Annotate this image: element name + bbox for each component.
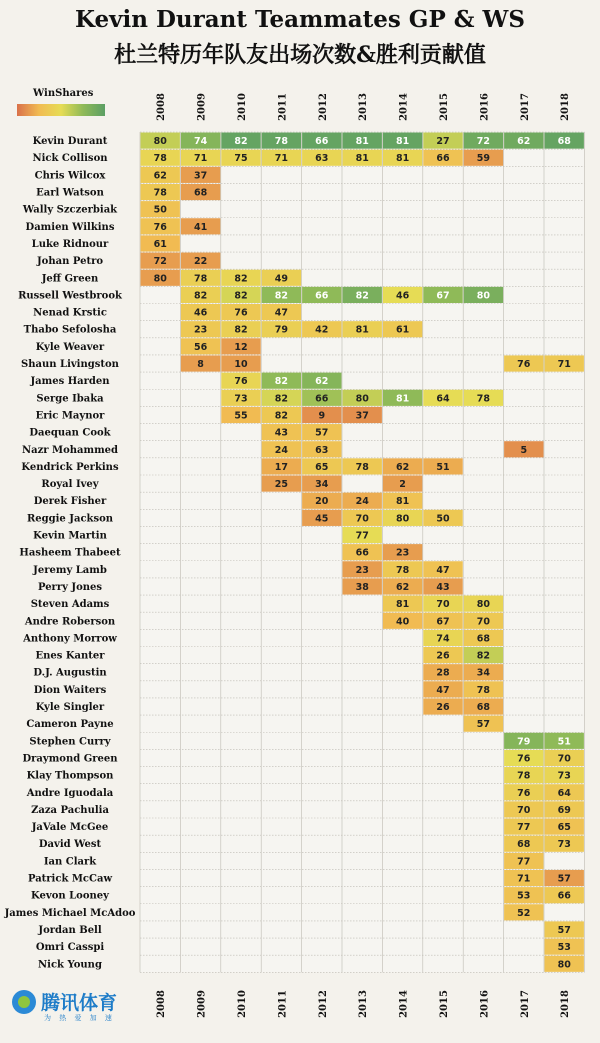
cell-value: 77 — [517, 856, 531, 868]
cell-value: 72 — [476, 136, 491, 148]
cell-value: 80 — [395, 513, 410, 525]
year-label-bottom: 2016 — [479, 990, 491, 1018]
cell-value: 64 — [557, 787, 571, 799]
cell-value: 23 — [395, 547, 410, 559]
player-name: Kevin Martin — [33, 530, 107, 542]
cell-value: 52 — [517, 907, 531, 919]
year-label-bottom: 2008 — [156, 990, 168, 1018]
cell-value: 69 — [557, 804, 571, 816]
year-label-bottom: 2011 — [277, 990, 289, 1018]
player-name: Dion Waiters — [33, 684, 107, 696]
cell-value: 26 — [436, 702, 450, 714]
cell-value: 80 — [557, 959, 571, 971]
cell-value: 71 — [517, 873, 531, 885]
player-name: Hasheem Thabeet — [19, 547, 121, 559]
cell-value: 80 — [476, 290, 491, 302]
cell-value: 38 — [355, 581, 369, 593]
cell-value: 24 — [355, 496, 369, 508]
cell-value: 82 — [476, 650, 491, 662]
cell-value: 78 — [476, 684, 491, 696]
cell-value: 28 — [436, 667, 450, 679]
player-name: Johan Petro — [36, 256, 104, 268]
cell-value: 79 — [274, 324, 289, 336]
cell-value: 70 — [436, 599, 450, 611]
player-name: Daequan Cook — [29, 427, 111, 439]
cell-value: 61 — [153, 238, 167, 250]
cell-value: 70 — [355, 513, 369, 525]
cell-value: 74 — [193, 136, 208, 148]
cell-value: 78 — [476, 393, 491, 405]
cell-value: 81 — [395, 599, 410, 611]
cell-value: 82 — [193, 290, 208, 302]
player-name: Kyle Weaver — [35, 341, 105, 353]
cell-value: 67 — [436, 616, 450, 628]
year-label-bottom: 2018 — [560, 990, 572, 1018]
cell-value: 70 — [557, 753, 571, 765]
player-name: Luke Ridnour — [31, 238, 109, 250]
cell-value: 17 — [274, 461, 289, 473]
cell-value: 82 — [355, 290, 369, 302]
cell-value: 57 — [476, 719, 491, 731]
year-label-top: 2010 — [237, 93, 248, 121]
player-name: James Michael McAdoo — [4, 907, 136, 919]
player-name: Shaun Livingston — [21, 359, 119, 371]
cell-value: 71 — [193, 153, 208, 165]
year-label-top: 2013 — [358, 93, 370, 121]
cell-value: 46 — [193, 307, 208, 319]
legend-label: WinShares — [33, 88, 94, 99]
player-name: Damien Wilkins — [25, 221, 115, 233]
cell-value: 9 — [318, 410, 326, 422]
year-label-top: 2016 — [479, 93, 491, 121]
chart-subtitle: 杜兰特历年队友出场次数&胜利贡献值 — [114, 42, 486, 68]
cell-value: 66 — [557, 890, 571, 902]
year-label-bottom: 2009 — [196, 990, 208, 1018]
year-label-top: 2009 — [196, 93, 208, 121]
cell-value: 50 — [436, 513, 450, 525]
year-label-bottom: 2012 — [317, 990, 329, 1018]
logo-icon — [12, 990, 36, 1014]
year-label-bottom: 2015 — [439, 990, 450, 1018]
cell-value: 24 — [274, 444, 289, 456]
cell-value: 82 — [234, 290, 248, 302]
cell-value: 26 — [436, 650, 450, 662]
player-name: Enes Kanter — [35, 650, 105, 662]
cell-value: 75 — [234, 153, 248, 165]
chart-title: Kevin Durant Teammates GP & WS — [75, 6, 525, 33]
player-name: JaVale McGee — [31, 822, 109, 834]
cell-value: 56 — [193, 341, 208, 353]
cell-value: 65 — [315, 461, 329, 473]
year-label-top: 2008 — [156, 93, 168, 121]
year-label-bottom: 2010 — [237, 990, 248, 1018]
player-name: Omri Casspi — [35, 942, 105, 954]
logo-tagline: 为 热 爱 加 速 — [44, 1014, 115, 1022]
player-name: Steven Adams — [30, 599, 110, 611]
cell-value: 81 — [395, 136, 410, 148]
cell-value: 66 — [436, 153, 450, 165]
player-name: David West — [38, 839, 102, 851]
player-name: Chris Wilcox — [34, 170, 106, 182]
player-name: Royal Ivey — [41, 479, 99, 491]
cell-value: 37 — [355, 410, 369, 422]
cell-value: 73 — [234, 393, 248, 405]
cell-value: 2 — [399, 479, 406, 491]
cell-value: 78 — [274, 136, 289, 148]
cell-value: 76 — [234, 376, 248, 388]
cell-value: 53 — [557, 942, 571, 954]
cell-value: 62 — [153, 170, 167, 182]
cell-value: 80 — [153, 136, 167, 148]
cell-value: 43 — [274, 427, 289, 439]
year-label-top: 2018 — [560, 93, 572, 121]
cell-value: 64 — [436, 393, 450, 405]
cell-value: 57 — [557, 924, 571, 936]
cell-value: 47 — [436, 564, 450, 576]
cell-value: 65 — [557, 822, 571, 834]
cell-value: 63 — [315, 153, 329, 165]
cell-value: 66 — [315, 136, 329, 148]
cell-value: 80 — [153, 273, 167, 285]
player-name: Eric Maynor — [35, 410, 105, 422]
cell-value: 51 — [436, 461, 450, 473]
cell-value: 8 — [197, 359, 204, 371]
cell-value: 57 — [315, 427, 329, 439]
cell-value: 79 — [517, 736, 531, 748]
cell-value: 68 — [517, 839, 531, 851]
cell-value: 23 — [355, 564, 369, 576]
cell-value: 27 — [436, 136, 450, 148]
cell-value: 70 — [476, 616, 491, 628]
cell-value: 76 — [153, 221, 167, 233]
cell-value: 22 — [193, 256, 208, 268]
player-name: Kyle Singler — [35, 702, 105, 714]
player-name: Stephen Curry — [29, 736, 111, 748]
player-name: Ian Clark — [43, 856, 97, 868]
cell-value: 20 — [315, 496, 329, 508]
player-name: Andre Iguodala — [26, 787, 114, 799]
cell-value: 61 — [395, 324, 410, 336]
cell-value: 73 — [557, 770, 571, 782]
player-name: Serge Ibaka — [36, 393, 104, 405]
cell-value: 76 — [517, 753, 531, 765]
player-name: Jeremy Lamb — [33, 564, 107, 576]
cell-value: 82 — [234, 136, 248, 148]
year-label-top: 2011 — [277, 93, 289, 121]
cell-value: 59 — [476, 153, 491, 165]
cell-value: 43 — [436, 581, 450, 593]
player-name: Patrick McCaw — [27, 873, 113, 885]
cell-value: 47 — [274, 307, 289, 319]
cell-value: 68 — [476, 702, 491, 714]
player-name: Derek Fisher — [33, 496, 107, 508]
cell-value: 77 — [355, 530, 369, 542]
cell-value: 68 — [193, 187, 208, 199]
year-label-bottom: 2013 — [358, 990, 370, 1018]
year-label-top: 2012 — [317, 93, 329, 121]
cell-value: 45 — [315, 513, 329, 525]
cell-value: 62 — [315, 376, 329, 388]
year-label-bottom: 2017 — [519, 990, 531, 1018]
cell-value: 66 — [355, 547, 369, 559]
year-label-top: 2014 — [398, 93, 410, 121]
cell-value: 81 — [355, 136, 369, 148]
cell-value: 25 — [274, 479, 289, 491]
cell-value: 71 — [557, 359, 571, 371]
year-label-top: 2017 — [519, 93, 531, 121]
cell-value: 53 — [517, 890, 531, 902]
cell-value: 42 — [315, 324, 329, 336]
cell-value: 73 — [557, 839, 571, 851]
cell-value: 82 — [234, 273, 248, 285]
logo-name: 腾讯体育 — [41, 992, 118, 1014]
cell-value: 71 — [274, 153, 289, 165]
cell-value: 76 — [517, 359, 531, 371]
player-name: Zaza Pachulia — [31, 804, 109, 816]
cell-value: 82 — [274, 393, 289, 405]
cell-value: 67 — [436, 290, 450, 302]
cell-value: 78 — [193, 273, 208, 285]
cell-value: 40 — [395, 616, 410, 628]
cell-value: 76 — [517, 787, 531, 799]
cell-value: 55 — [234, 410, 248, 422]
player-name: Draymond Green — [22, 753, 118, 765]
cell-value: 68 — [476, 633, 491, 645]
cell-value: 34 — [476, 667, 491, 679]
cell-value: 37 — [193, 170, 208, 182]
cell-value: 78 — [517, 770, 531, 782]
year-label-top: 2015 — [439, 93, 450, 121]
player-name: Kendrick Perkins — [21, 461, 119, 473]
player-name: Cameron Payne — [26, 719, 114, 731]
player-name: Perry Jones — [37, 581, 103, 593]
cell-value: 50 — [153, 204, 167, 216]
player-name: Kevon Looney — [31, 890, 109, 902]
cell-value: 82 — [274, 290, 289, 302]
cell-value: 23 — [193, 324, 208, 336]
cell-value: 78 — [395, 564, 410, 576]
player-name: Wally Szczerbiak — [22, 204, 118, 216]
player-name: Nick Young — [38, 959, 102, 971]
cell-value: 78 — [153, 187, 167, 199]
cell-value: 78 — [153, 153, 167, 165]
cell-value: 77 — [517, 822, 531, 834]
cell-value: 80 — [476, 599, 491, 611]
cell-value: 47 — [436, 684, 450, 696]
player-name: Nazr Mohammed — [21, 444, 119, 456]
logo — [12, 988, 117, 1015]
cell-value: 51 — [557, 736, 571, 748]
cell-value: 34 — [315, 479, 329, 491]
cell-value: 66 — [315, 290, 329, 302]
cell-value: 82 — [234, 324, 248, 336]
cell-value: 82 — [274, 410, 289, 422]
cell-value: 81 — [395, 496, 410, 508]
cell-value: 57 — [557, 873, 571, 885]
player-name: Reggie Jackson — [26, 513, 114, 525]
cell-value: 62 — [517, 136, 531, 148]
player-name: Klay Thompson — [26, 770, 114, 782]
player-name: Jordan Bell — [38, 924, 102, 936]
cell-value: 81 — [355, 153, 369, 165]
cell-value: 68 — [557, 136, 571, 148]
cell-value: 72 — [153, 256, 167, 268]
player-name: James Harden — [30, 376, 110, 388]
cell-value: 12 — [234, 341, 248, 353]
cell-value: 76 — [234, 307, 248, 319]
cell-value: 81 — [395, 153, 410, 165]
cell-value: 81 — [355, 324, 369, 336]
player-name: D.J. Augustin — [33, 667, 107, 679]
cell-value: 82 — [274, 376, 289, 388]
cell-value: 41 — [193, 221, 208, 233]
cell-value: 74 — [436, 633, 450, 645]
player-name: Russell Westbrook — [18, 290, 122, 302]
player-name: Jeff Green — [41, 273, 99, 285]
player-name: Earl Watson — [36, 187, 104, 199]
cell-value: 46 — [395, 290, 410, 302]
player-name: Nick Collison — [32, 153, 108, 165]
cell-value: 63 — [315, 444, 329, 456]
year-label-bottom: 2014 — [398, 990, 410, 1018]
cell-value: 78 — [355, 461, 369, 473]
player-name: Andre Roberson — [24, 616, 116, 628]
cell-value: 62 — [395, 581, 410, 593]
cell-value: 5 — [520, 444, 528, 456]
cell-value: 81 — [395, 393, 410, 405]
cell-value: 10 — [234, 359, 248, 371]
cell-value: 49 — [274, 273, 289, 285]
player-name: Kevin Durant — [32, 136, 108, 148]
player-name: Anthony Morrow — [23, 633, 117, 645]
player-name: Thabo Sefolosha — [23, 324, 117, 336]
cell-value: 80 — [355, 393, 369, 405]
player-name: Nenad Krstic — [33, 307, 107, 319]
cell-value: 70 — [517, 804, 531, 816]
cell-value: 66 — [315, 393, 329, 405]
cell-value: 62 — [395, 461, 410, 473]
